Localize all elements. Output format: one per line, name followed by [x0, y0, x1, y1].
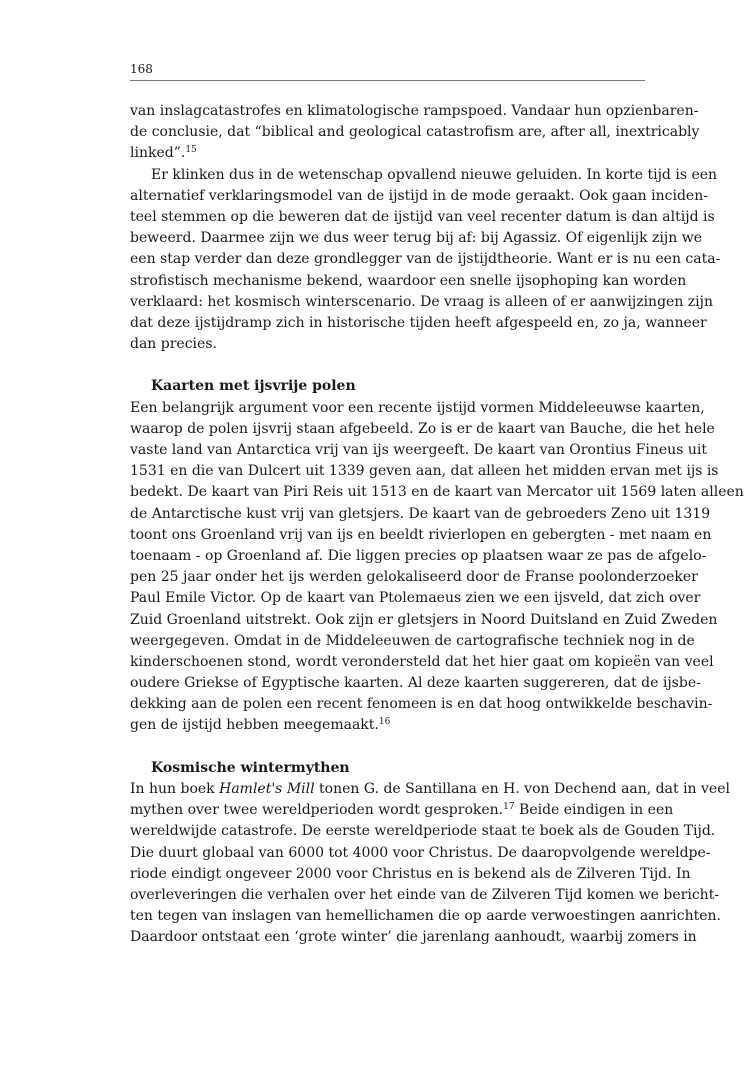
text-line: toenaam - op Groenland af. Die liggen precies op plaatsen waar ze pas de afgelo- — [130, 547, 707, 564]
text-line: Paul Emile Victor. Op de kaart van Ptolemaeus zien we een ijsveld, dat zich over — [130, 590, 701, 607]
text-fragment: linked”. — [130, 145, 186, 162]
text-line: de conclusie, dat “biblical and geological catastrofism are, after all, inextricably — [130, 124, 700, 141]
text-fragment: gen de ijstijd hebben meegemaakt. — [130, 717, 379, 734]
text-line: Daardoor ontstaat een ‘grote winter’ die jarenlang aanhoudt, waarbij zomers in — [130, 929, 697, 946]
text-fragment: In hun boek — [130, 781, 220, 797]
text-line: wereldwijde catastrofe. De eerste wereldperiode staat te boek als de Gouden Tijd. — [130, 823, 716, 840]
footnote-ref: 17 — [503, 802, 515, 813]
text-line: dan precies. — [130, 336, 217, 353]
text-line: dekking aan de polen een recent fenomeen is en dat hoog ontwikkelde beschavin- — [130, 696, 713, 713]
text-line: dat deze ijstijdramp zich in historische tijden heeft afgespeeld en, zo ja, wanneer — [130, 314, 707, 331]
text-line: bedekt. De kaart van Piri Reis uit 1513 en de kaart van Mercator uit 1569 laten alleen — [130, 484, 744, 501]
text-line: pen 25 jaar onder het ijs werden gelokaliseerd door de Franse poolonderzoeker — [130, 569, 698, 586]
text-line: de Antarctische kust vrij van gletsjers. De kaart van de gebroeders Zeno uit 1319 — [130, 505, 711, 522]
text-line: alternatief verklaringsmodel van de ijstijd in de mode geraakt. Ook gaan inciden- — [130, 187, 708, 204]
text-line: beweerd. Daarmee zijn we dus weer terug bij af: bij Agassiz. Of eigenlijk zijn we — [130, 230, 702, 247]
text-fragment: tonen G. de Santillana en H. von Dechend aan, dat in veel — [314, 781, 730, 797]
section-gap — [130, 355, 645, 376]
text-line: toont ons Groenland vrij van ijs en beeldt rivierlopen en gebergten - met naam en — [130, 526, 712, 543]
text-line: Zuid Groenland uitstrekt. Ook zijn er gletsjers in Noord Duitsland en Zuid Zweden — [130, 611, 718, 628]
page-number: 168 — [130, 62, 153, 76]
footnote-ref: 15 — [185, 145, 197, 156]
text-line: waarop de polen ijsvrij staan afgebeeld. Zo is er de kaart van Bauche, die het hele — [130, 420, 715, 437]
section-heading: Kaarten met ijsvrije polen — [151, 378, 356, 395]
text-line: riode eindigt ongeveer 2000 voor Christus en is bekend als de Zilveren Tijd. In — [130, 865, 691, 882]
text-fragment: Beide eindigen in een — [514, 802, 674, 819]
text-line: strofistisch mechanisme bekend, waardoor een snelle ijsophoping kan worden — [130, 272, 687, 289]
section-gap — [130, 737, 645, 758]
text-line: verklaard: het kosmisch winterscenario. De vraag is alleen of er aanwijzingen zijn — [130, 293, 714, 310]
book-title: Hamlet's Mill — [219, 781, 315, 797]
text-line: Een belangrijk argument voor een recente ijstijd vormen Middeleeuwse kaarten, — [130, 399, 705, 416]
text-line: vaste land van Antarctica vrij van ijs weergeeft. De kaart van Orontius Fineus uit — [130, 442, 707, 458]
text-line — [130, 143, 645, 164]
text-line: een stap verder dan deze grondlegger van de ijstijdtheorie. Want er is nu een cata- — [130, 251, 721, 268]
text-line — [130, 715, 645, 736]
running-header — [130, 60, 645, 81]
text-line: overleveringen die verhalen over het einde van de Zilveren Tijd komen we bericht- — [130, 886, 720, 903]
footnote-ref: 16 — [378, 717, 391, 728]
text-line — [130, 779, 730, 800]
text-line: van inslagcatastrofes en klimatologische rampspoed. Vandaar hun opzienbaren- — [130, 103, 699, 119]
text-line: teel stemmen op die beweren dat de ijstijd van veel recenter datum is dan altijd is — [130, 208, 715, 225]
text-line: 1531 en die van Dulcert uit 1339 geven aan, dat alleen het midden ervan met ijs is — [130, 463, 719, 480]
text-line: Die duurt globaal van 6000 tot 4000 voor Christus. De daaropvolgende wereldpe- — [130, 844, 711, 861]
text-line: Er klinken dus in de wetenschap opvallend nieuwe geluiden. In korte tijd is een — [151, 166, 718, 183]
text-line — [130, 800, 674, 821]
text-line: kinderschoenen stond, wordt verondersteld dat het hier gaat om kopieën van veel — [130, 653, 714, 670]
text-line: oudere Griekse of Egyptische kaarten. Al deze kaarten suggereren, dat de ijsbe- — [130, 675, 701, 692]
text-line: ten tegen van inslagen van hemellichamen die op aarde verwoestingen aanrichten. — [130, 908, 722, 925]
section-heading: Kosmische wintermythen — [151, 759, 350, 776]
text-fragment: mythen over twee wereldperioden wordt gesproken. — [130, 802, 504, 819]
body-text — [130, 101, 744, 949]
text-line: weergegeven. Omdat in de Middeleeuwen de cartografische techniek nog in de — [130, 632, 695, 649]
